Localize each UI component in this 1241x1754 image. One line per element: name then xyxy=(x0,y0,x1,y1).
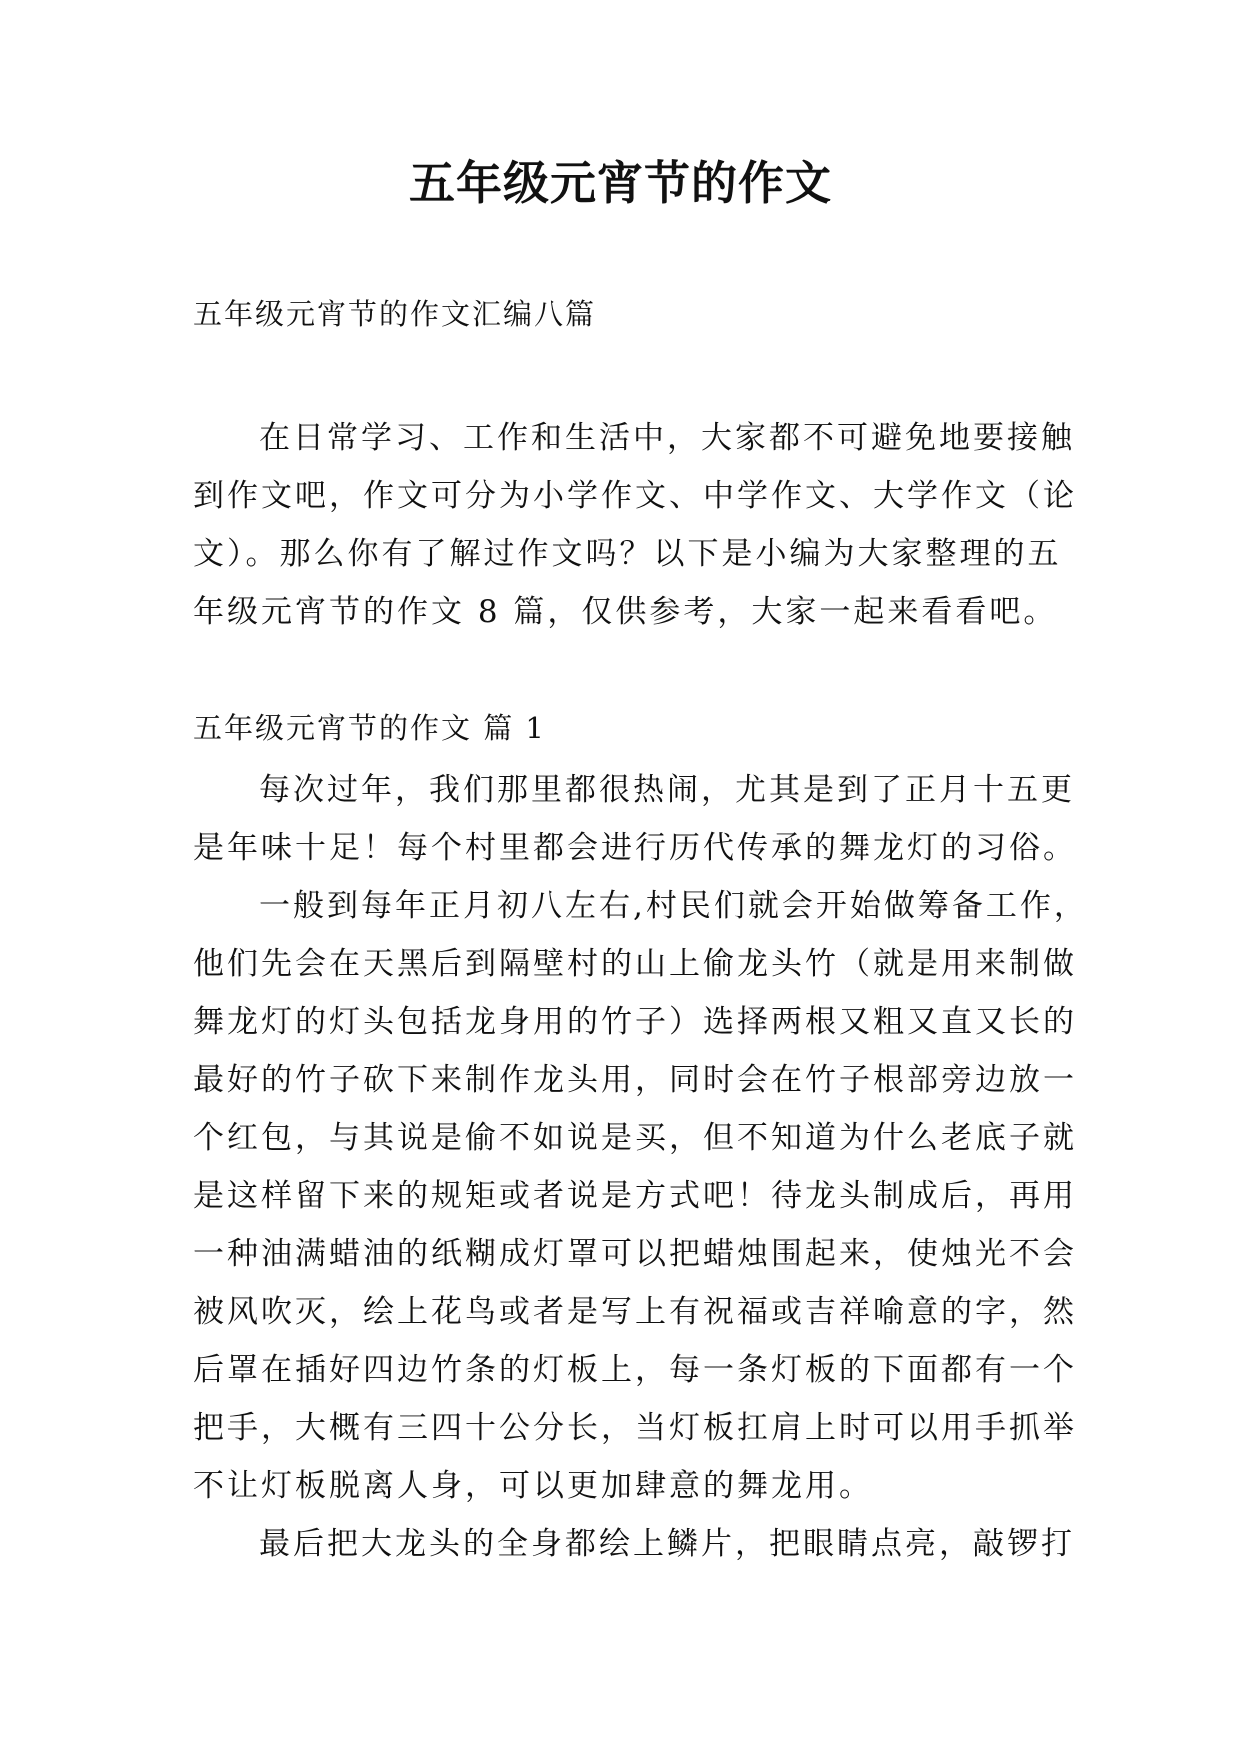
section-heading-1: 五年级元宵节的作文 篇 1 xyxy=(193,711,546,745)
body-line: 最好的竹子砍下来制作龙头用，同时会在竹子根部旁边放一 xyxy=(193,1062,1077,1098)
body-line: 不让灯板脱离人身，可以更加肆意的舞龙用。 xyxy=(193,1468,873,1504)
body-line: 他们先会在天黑后到隔壁村的山上偷龙头竹（就是用来制做 xyxy=(193,946,1077,982)
body-line: 是年味十足！每个村里都会进行历代传承的舞龙灯的习俗。 xyxy=(193,830,1077,866)
body-line: 一种油满蜡油的纸糊成灯罩可以把蜡烛围起来，使烛光不会 xyxy=(193,1236,1077,1272)
body-line: 后罩在插好四边竹条的灯板上，每一条灯板的下面都有一个 xyxy=(193,1352,1077,1388)
body-line: 一般到每年正月初八左右,村民们就会开始做筹备工作， xyxy=(259,888,1088,924)
intro-paragraph xyxy=(193,409,1077,641)
page-title: 五年级元宵节的作文 xyxy=(409,156,832,210)
intro-line: 到作文吧，作文可分为小学作文、中学作文、大学作文（论 xyxy=(193,478,1077,514)
intro-line: 在日常学习、工作和生活中，大家都不可避免地要接触 xyxy=(259,420,1075,456)
body-line: 舞龙灯的灯头包括龙身用的竹子）选择两根又粗又直又长的 xyxy=(193,1004,1077,1040)
intro-line: 文）。那么你有了解过作文吗？以下是小编为大家整理的五 xyxy=(193,536,1062,572)
body-line: 个红包，与其说是偷不如说是买，但不知道为什么老底子就 xyxy=(193,1120,1077,1156)
document-subtitle: 五年级元宵节的作文汇编八篇 xyxy=(193,297,597,331)
body-line: 把手，大概有三四十公分长，当灯板扛肩上时可以用手抓举 xyxy=(193,1410,1077,1446)
essay-body xyxy=(193,761,1088,1573)
intro-line: 年级元宵节的作文 8 篇，仅供参考，大家一起来看看吧。 xyxy=(193,594,1058,630)
body-line: 最后把大龙头的全身都绘上鳞片，把眼睛点亮，敲锣打 xyxy=(259,1526,1075,1562)
body-line: 每次过年，我们那里都很热闹，尤其是到了正月十五更 xyxy=(259,772,1075,808)
body-line: 是这样留下来的规矩或者说是方式吧！待龙头制成后，再用 xyxy=(193,1178,1077,1214)
body-line: 被风吹灭，绘上花鸟或者是写上有祝福或吉祥喻意的字，然 xyxy=(193,1294,1077,1330)
